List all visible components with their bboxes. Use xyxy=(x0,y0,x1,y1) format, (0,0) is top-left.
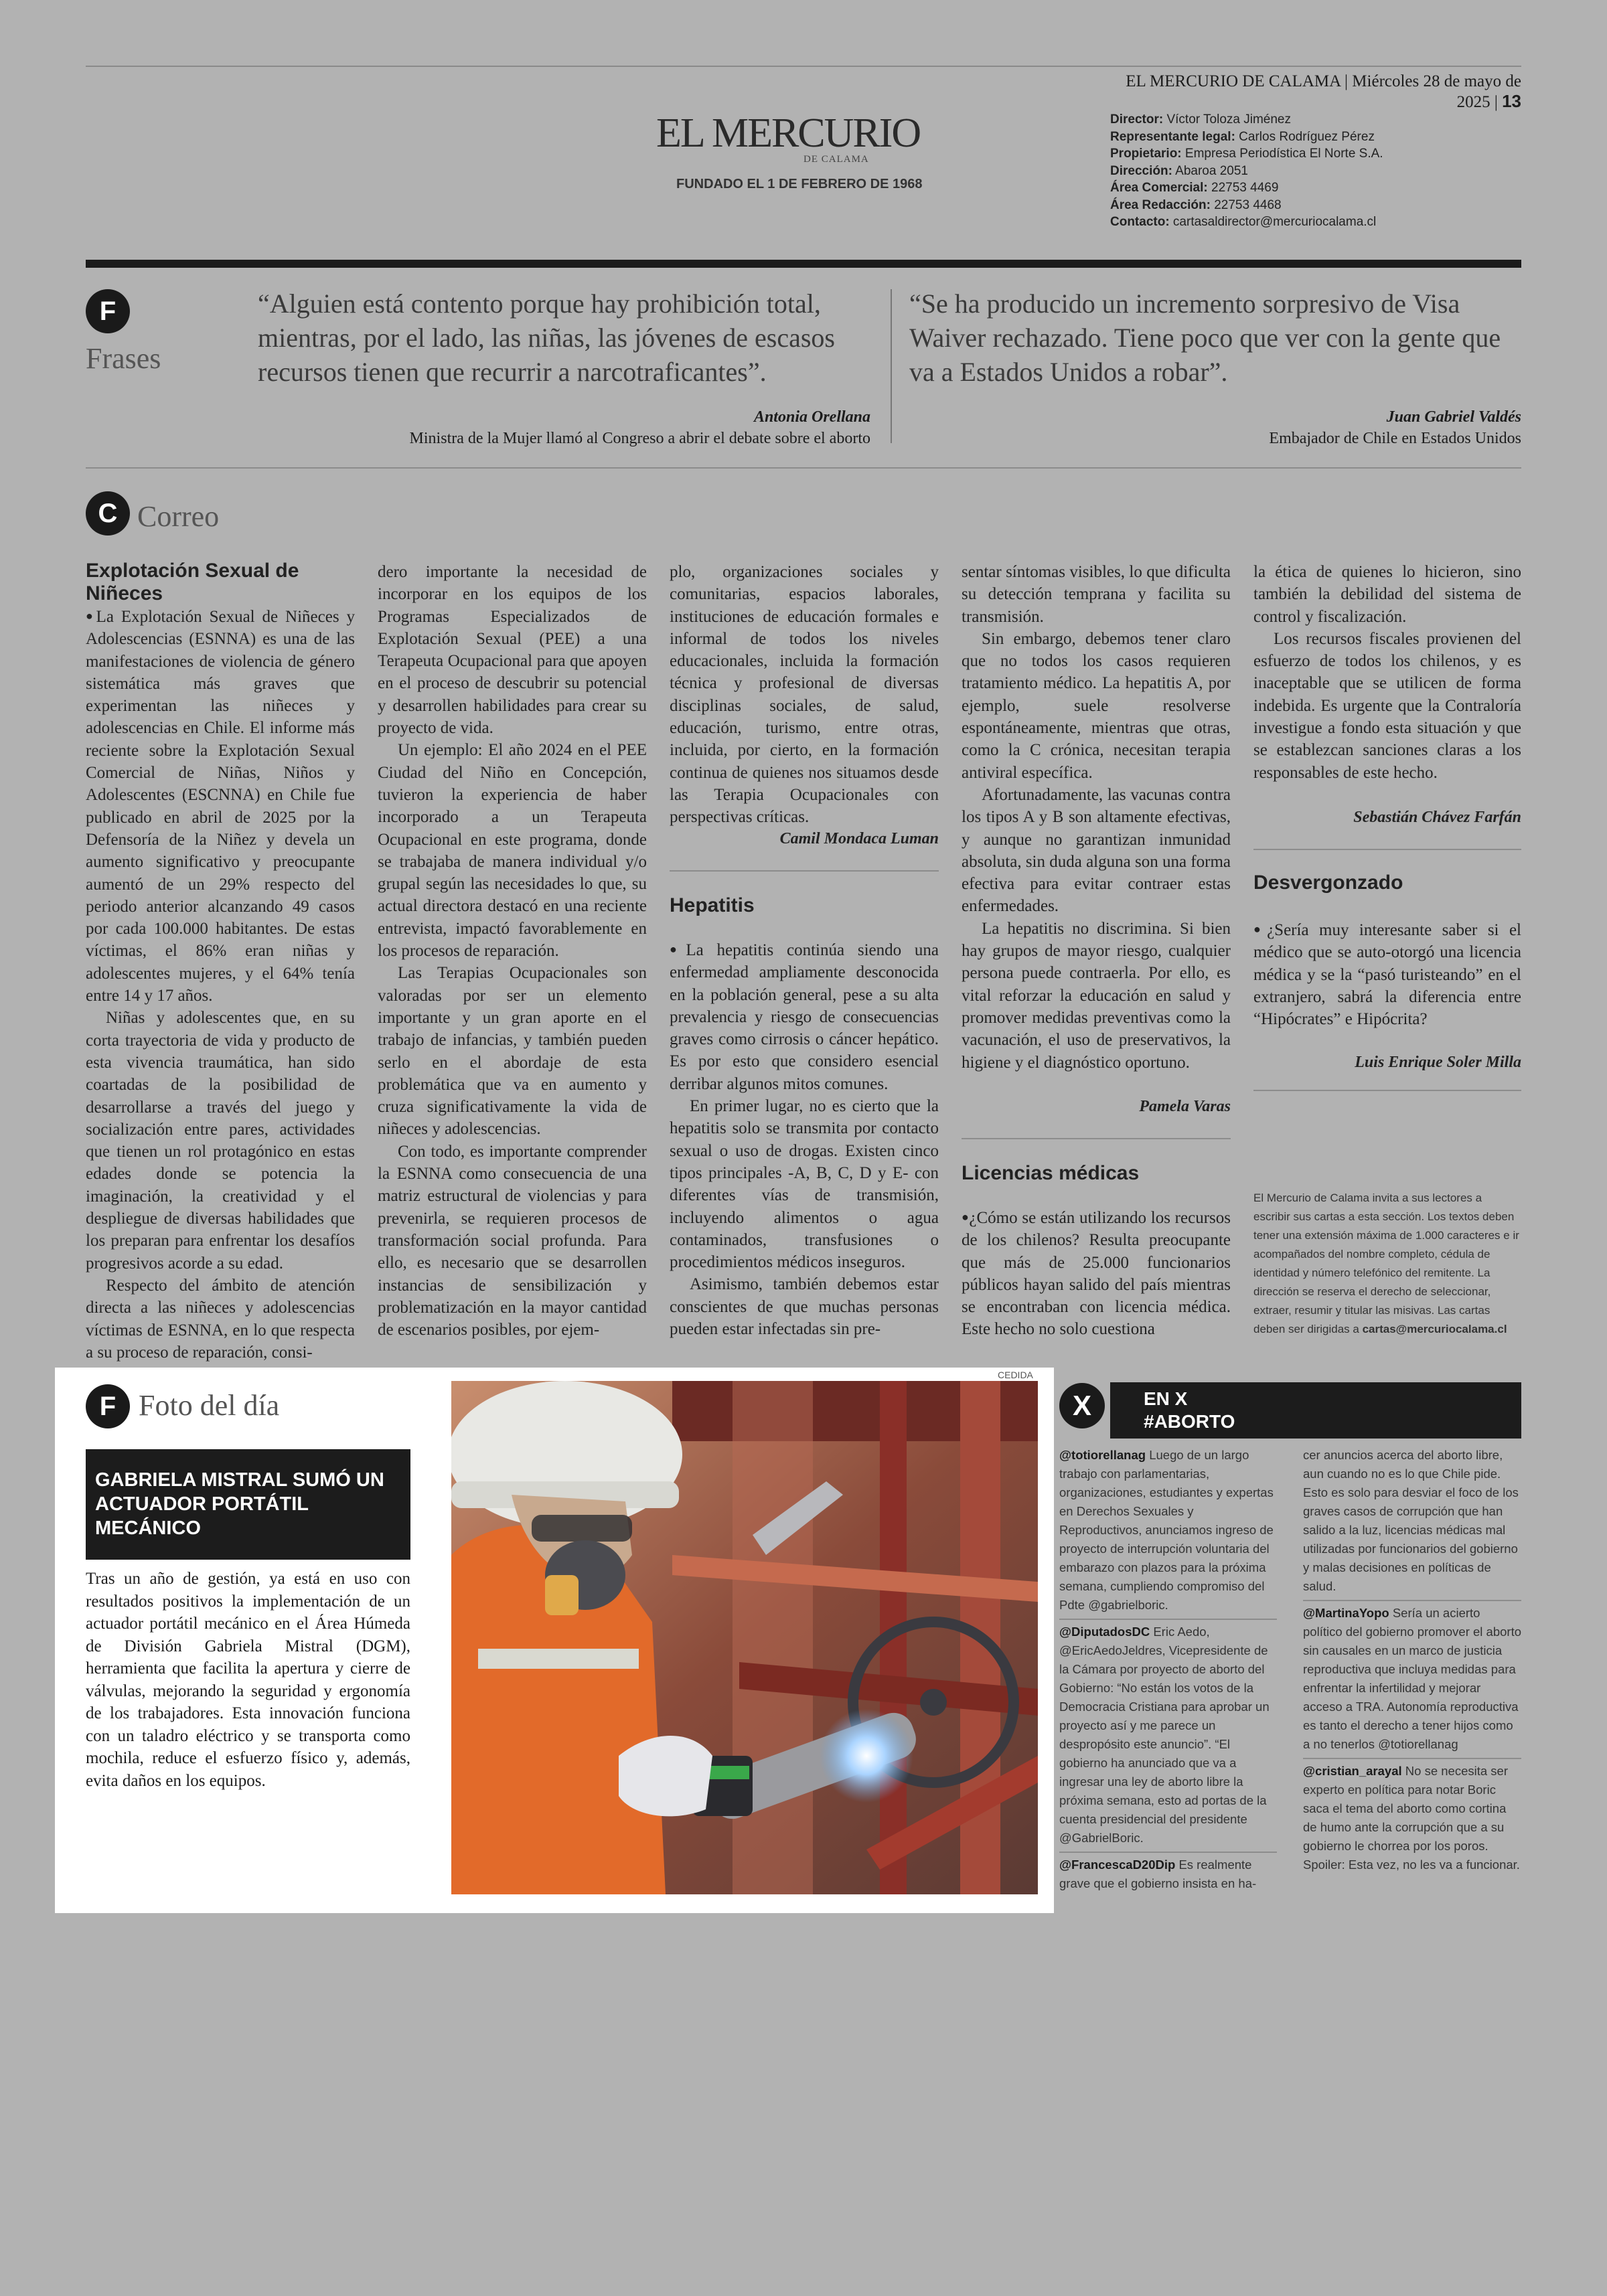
letter-column-1 xyxy=(86,605,355,1364)
foto-title: Foto del día xyxy=(139,1389,280,1422)
running-head xyxy=(1091,72,1521,112)
letter-paragraph: dero importante la necesidad de incorporar en los equipos de los Programas Especializados de Explotación Sexual (PEE) a una Terapeuta Ocupacional para que apoyen en el proceso de descubrir su potencial y desarrollen habilidades para crear su proyecto de vida. xyxy=(378,563,647,738)
quote-divider xyxy=(891,289,892,443)
quote-2-author: Juan Gabriel Valdés xyxy=(1386,408,1521,426)
staff-label: Propietario: xyxy=(1110,147,1182,161)
letter-paragraph: Los recursos fiscales provienen del esfuerzo de todos los chilenos, y es inaceptable que se utilicen de forma indebida. Es urgente que la Contraloría investigue a fondo esta situación y que se establezcan sanciones claras a los responsables de este hecho. xyxy=(1253,629,1521,782)
letter-paragraph: Respecto del ámbito de atención directa a las niñeces y adolescencias víctimas de ESNNA, en lo que respecta a su proceso de reparación, consi- xyxy=(86,1276,355,1362)
letter-signature: Sebastián Chávez Farfán xyxy=(1353,809,1521,826)
letter-column-5b xyxy=(1253,918,1521,1030)
letter-paragraph: ● La hepatitis continúa siendo una enfermedad ampliamente desconocida en la población general, pese a su alta prevalencia y riesgo de consecuencias graves como cirrosis o cáncer hepático. Es por esto que considero esencial derribar algunos mitos comunes. xyxy=(670,938,939,1095)
masthead-logo-sub: DE CALAMA xyxy=(804,154,869,165)
staff-value: 22753 4468 xyxy=(1210,197,1282,212)
letter-paragraph: Niñas y adolescentes que, en su corta trayectoria de vida y producto de esta vivencia traumática, han sido coartadas de la posibilidad de desarrollarse a través del juego y socialización entre pares, actividades que tienen un rol protagónico en estas edades donde se potencia la imaginación, la creatividad y el despliegue de diversas habilidades que los preparan para enfrentar los desafíos progresivos acorde a su edad. xyxy=(86,1009,355,1273)
letter-column-3b xyxy=(670,938,939,1340)
tweet-handle[interactable]: @cristian_arayal xyxy=(1303,1764,1402,1778)
letter-divider xyxy=(1253,849,1521,850)
staff-line xyxy=(1110,163,1383,180)
letter-heading: Hepatitis xyxy=(670,894,755,916)
letter-paragraph: Afortunadamente, las vacunas contra los tipos A y B son altamente efectivas, y aunque no garantizan inmunidad absoluta, sin duda alguna son una forma efectiva para evitar contraer estas enfermedades. xyxy=(962,785,1231,916)
staff-value: 22753 4469 xyxy=(1207,181,1279,195)
tweet-text: Eric Aedo, @EricAedoJeldres, Vicepresidente de la Cámara por proyecto de aborto del Gobierno: “No están los votos de la Democracia Cristiana para aprobar un proyecto así y me parece un despropósito este anuncio”. “El gobierno ha anunciado que va a ingresar una ley de aborto libre la próxima semana, esto ad portas de la cuenta presidencial del presidente @GabrielBoric. xyxy=(1059,1625,1270,1845)
tweet-text: Luego de un largo trabajo con parlamentarias, organizaciones, estudiantes y expertas en Derechos Sexuales y Reproductivos, anunciamos ingreso de proyecto de interrupción voluntaria del embarazo con plazos para la próxima semana, cumpliendo compromiso del Pdte @gabrielboric. xyxy=(1059,1448,1274,1612)
letter-paragraph: ● ¿Sería muy interesante saber si el médico que se auto-otorgó una licencia médica y se la “pasó turisteando” en el extranjero, sabrá la diferencia entre “Hipócrates” e Hipócrita? xyxy=(1253,918,1521,1030)
quote-2: “Se ha producido un incremento sorpresivo de Visa Waiver rechazado. Tiene poco que ver con la gente que va a Estados Unidos a robar”. xyxy=(909,289,1501,387)
letter-divider xyxy=(962,1138,1231,1139)
letter-paragraph: Asimismo, también debemos estar conscientes de que muchas personas pueden estar infectadas sin pre- xyxy=(670,1275,939,1339)
letter-paragraph: Con todo, es importante comprender la ESNNA como consecuencia de una matriz estructural de violencias y para prevenirla, se requieren procesos de transformación social profunda. Para ello, es necesario que se desarrollen instancias de sensibilización y problematización en la mayor cantidad de escenarios posibles, por ejem- xyxy=(378,1142,647,1339)
enx-hashtag[interactable]: #ABORTO xyxy=(1144,1411,1235,1432)
frases-bottom-rule xyxy=(86,467,1521,469)
staff-line xyxy=(1110,111,1383,129)
letter-signature: Luis Enrique Soler Milla xyxy=(1355,1054,1521,1071)
foto-badge: F xyxy=(86,1384,130,1428)
staff-value: Víctor Toloza Jiménez xyxy=(1163,112,1291,127)
letter-paragraph: La hepatitis no discrimina. Si bien hay grupos de mayor riesgo, cualquier persona puede contraerla. Por ello, es vital reforzar la educación en salud y promover medidas preventivas como la vacunación, el uso de preservativos, la higiene y el diagnóstico oportuno. xyxy=(962,919,1231,1072)
tweet xyxy=(1303,1446,1521,1600)
page-number: 13 xyxy=(1502,91,1521,111)
letter-paragraph: En primer lugar, no es cierto que la hepatitis solo se transmita por contacto sexual o uso de drogas. Existen cinco tipos principales -A, B, C, D y E- con diferentes vías de transmisión, incluyendo alimentos o agua contaminados, transfusiones o procedimientos médicos inseguros. xyxy=(670,1097,939,1272)
staff-label: Dirección: xyxy=(1110,163,1172,178)
tweet xyxy=(1303,1600,1521,1758)
letter-column-2 xyxy=(378,561,647,1341)
tweet xyxy=(1303,1758,1521,1874)
staff-line xyxy=(1110,197,1383,214)
tweet xyxy=(1059,1852,1277,1893)
letter-heading: Explotación Sexual de Niñeces xyxy=(86,560,299,604)
enx-column-right xyxy=(1303,1446,1521,1874)
letter-paragraph: plo, organizaciones sociales y comunitarias, espacios laborales, instituciones de educación formales e informal de todos los niveles educacionales, incluida la formación técnica y profesional de diversas disciplinas sociales, de salud, educación, turismo, entre otras, incluida, por cierto, en la formación continua de quienes nos situamos desde las Terapia Ocupacionales con perspectivas críticas. xyxy=(670,563,939,827)
tweet-handle[interactable]: @FrancescaD20Dip xyxy=(1059,1858,1176,1872)
foto-caption: Tras un año de gestión, ya está en uso con resultados positivos la implementación de un actuador portátil mecánico en el Área Húmeda de División Gabriela Mistral (DGM), herramienta que facilita la apertura y cierre de válvulas, mejorando la seguridad y ergonomía de los trabajadores. Esta innovación funciona con un taladro eléctrico y se transporta como mochila, reduce el esfuerzo físico y, además, evita daños en los equipos. xyxy=(86,1570,410,1790)
tweet-text: cer anuncios acerca del aborto libre, aun cuando no es lo que Chile pide. Esto es solo para desviar el foco de los graves casos de corrupción que han salido a la luz, licencias médicas mal utilizadas por funcionarios del gobierno y malas decisiones en políticas de salud. xyxy=(1303,1448,1519,1593)
staff-value: Abaroa 2051 xyxy=(1172,163,1248,178)
enx-header xyxy=(1110,1382,1521,1439)
staff-label: Director: xyxy=(1110,112,1164,127)
submission-email-link[interactable]: cartas@mercuriocalama.cl xyxy=(1362,1323,1507,1335)
letter-column-4b xyxy=(962,1206,1231,1341)
running-head-text: EL MERCURIO DE CALAMA | Miércoles 28 de mayo de 2025 | xyxy=(1126,72,1521,111)
quote-2-role: Embajador de Chile en Estados Unidos xyxy=(1269,430,1521,447)
x-logo-icon: X xyxy=(1059,1383,1105,1428)
section-divider-thick xyxy=(86,260,1521,268)
tweet xyxy=(1059,1619,1277,1852)
letter-signature: Camil Mondaca Luman xyxy=(779,830,939,847)
top-rule xyxy=(86,66,1521,67)
quote-1: “Alguien está contento porque hay prohibición total, mientras, por el lado, las niñas, las jóvenes de escasos recursos tienen que recurrir a narcotraficantes”. xyxy=(258,289,835,387)
staff-label: Área Redacción: xyxy=(1110,197,1211,212)
staff-line xyxy=(1110,145,1383,163)
letter-signature: Pamela Varas xyxy=(1139,1098,1231,1115)
letter-heading: Desvergonzado xyxy=(1253,872,1403,894)
correo-title: Correo xyxy=(137,500,220,533)
letter-paragraph: Las Terapias Ocupacionales son valoradas por ser un elemento importante y un gran aporte en el trabajo de infancias, y también pueden serlo en el abordaje de esta problemática que va en aumento y cruza significativamente la vida de niñeces y adolescencias. xyxy=(378,964,647,1139)
submission-note xyxy=(1253,1189,1521,1339)
letter-column-4 xyxy=(962,561,1231,1074)
quote-1-role: Ministra de la Mujer llamó al Congreso a abrir el debate sobre el aborto xyxy=(409,430,870,447)
letter-paragraph: la ética de quienes lo hicieron, sino también la debilidad del sistema de control y fiscalización. xyxy=(1253,563,1521,626)
letter-paragraph: ● ¿Cómo se están utilizando los recursos de los chilenos? Resulta preocupante que más de 25.000 funcionarios públicos hayan salido del país mientras se encontraban con licencia médica. Este hecho no solo cuestiona xyxy=(962,1206,1231,1341)
letter-paragraph: Sin embargo, debemos tener claro que no todos los casos requieren tratamiento médico. La hepatitis A, por ejemplo, suele resolverse espontáneamente, mientras que otras, como la C crónica, necesitan terapia antiviral específica. xyxy=(962,629,1231,782)
staff-email[interactable]: cartasaldirector@mercuriocalama.cl xyxy=(1169,215,1377,229)
letter-column-3 xyxy=(670,561,939,829)
frases-title: Frases xyxy=(86,342,161,375)
letter-divider xyxy=(670,870,939,872)
staff-label: Representante legal: xyxy=(1110,129,1235,144)
staff-line xyxy=(1110,214,1383,231)
tweet-handle[interactable]: @MartinaYopo xyxy=(1303,1606,1389,1620)
correo-badge: C xyxy=(86,491,130,536)
letter-divider xyxy=(1253,1090,1521,1091)
enx-line-1: EN X xyxy=(1144,1388,1188,1409)
tweet-handle[interactable]: @totiorellanag xyxy=(1059,1448,1146,1462)
founded-line: FUNDADO EL 1 DE FEBRERO DE 1968 xyxy=(676,177,923,191)
enx-column-left xyxy=(1059,1446,1277,1893)
foto-headline: GABRIELA MISTRAL SUMÓ UN ACTUADOR PORTÁTIL MECÁNICO xyxy=(86,1449,410,1560)
tweet-handle[interactable]: @DiputadosDC xyxy=(1059,1625,1150,1639)
letter-column-5 xyxy=(1253,561,1521,784)
letter-paragraph: sentar síntomas visibles, lo que dificulta su detección temprana y facilita su transmisión. xyxy=(962,563,1231,626)
letter-paragraph: Un ejemplo: El año 2024 en el PEE Ciudad del Niño en Concepción, tuvieron la experiencia de haber incorporado a un Terapeuta Ocupacional en este programa, donde se trabajaba de manera individual y/o grupal según las necesidades lo que, su actual directora destacó en una reciente entrevista, impactó favorablemente en los procesos de reparación. xyxy=(378,741,647,961)
frases-badge: F xyxy=(86,289,130,333)
staff-line xyxy=(1110,129,1383,146)
tweet-text: No se necesita ser experto en política para notar Boric saca el tema del aborto como cortina de humo ante la corrupción que a su gobierno le chorrea por los poros. Spoiler: Esta vez, no les va a funcionar. xyxy=(1303,1764,1520,1872)
worker-photo xyxy=(451,1381,1038,1894)
staff-value: Carlos Rodríguez Pérez xyxy=(1235,129,1375,144)
staff-line xyxy=(1110,179,1383,197)
tweet-text: Sería un acierto político del gobierno promover el aborto sin causales en un marco de justicia reproductiva que incluya medidas para enfrentar la infertilidad y mejorar acceso a TRA. Autonomía reproductiva es tanto el derecho a tener hijos como a no tenerlos @totiorellanag xyxy=(1303,1606,1521,1751)
tweet xyxy=(1059,1446,1277,1619)
masthead-logo: EL MERCURIO xyxy=(656,110,921,156)
letter-paragraph: ● La Explotación Sexual de Niñeces y Adolescencias (ESNNA) es una de las manifestaciones de violencia de género sistemática más graves que experimentan las niñeces y adolescencias en Chile. El informe más reciente sobre la Explotación Sexual Comercial de Niñas, Niños y Adolescentes (ESCNNA) en Chile fue publicado en abril de 2025 por la Defensoría de la Niñez y devela un aumento significativo y preocupante aumentó de un 29% respecto del periodo anterior alcanzando 49 casos por cada 100.000 habitantes. De estas víctimas, el 86% eran niñas y adolescentes mujeres, y el 64% tenía entre 14 y 17 años. xyxy=(86,605,355,1007)
submission-note-text: El Mercurio de Calama invita a sus lectores a escribir sus cartas a esta sección. Los textos deben tener una extensión máxima de 1.000 caracteres e ir acompañados del nombre completo, cédula de identidad y número telefónico del remitente. La dirección se reserva el derecho de seleccionar, extraer, resumir y titular las misivas. Las cartas deben ser dirigidas a xyxy=(1253,1192,1519,1335)
photo-credit: CEDIDA xyxy=(998,1370,1033,1380)
worker-photo-illustration xyxy=(451,1381,1038,1894)
tweet-text: Es realmente grave que el gobierno insista en ha- xyxy=(1059,1858,1257,1890)
staff-box xyxy=(1110,111,1383,231)
staff-label: Contacto: xyxy=(1110,215,1170,229)
staff-label: Área Comercial: xyxy=(1110,181,1208,195)
letter-heading: Licencias médicas xyxy=(962,1162,1140,1184)
quote-1-author: Antonia Orellana xyxy=(753,408,870,426)
staff-value: Empresa Periodística El Norte S.A. xyxy=(1181,147,1383,161)
